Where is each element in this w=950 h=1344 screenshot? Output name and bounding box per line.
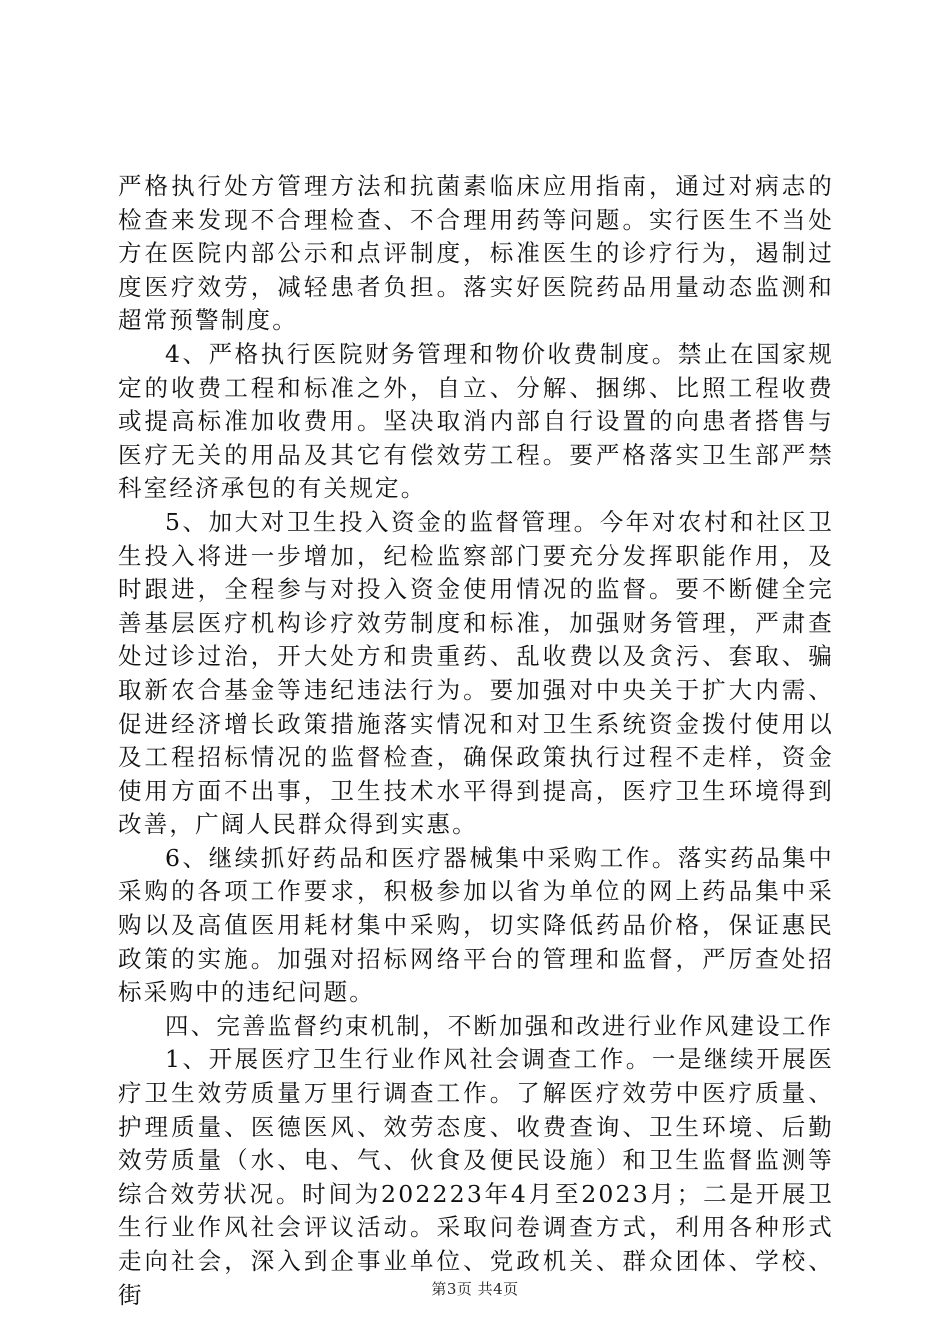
- page-footer: 第3页 共4页: [431, 1280, 519, 1298]
- paragraph-item-6: 6、继续抓好药品和医疗器械集中采购工作。落实药品集中采购的各项工作要求，积极参加以省为单位的网上药品集中采购以及高值医用耗材集中采购，切实降低药品价格，保证惠民政策的实施。加强对招标网络平台的管理和监督，严厉查处招标采购中的违纪问题。: [118, 843, 834, 1007]
- paragraph-continuation: 严格执行处方管理方法和抗菌素临床应用指南，通过对病志的检查来发现不合理检查、不合理用药等问题。实行医生不当处方在医院内部公示和点评制度，标准医生的诊疗行为，遏制过度医疗效劳，减轻患者负担。落实好医院药品用量动态监测和超常预警制度。: [118, 172, 834, 335]
- paragraph-item-5: 5、加大对卫生投入资金的监督管理。今年对农村和社区卫生投入将进一步增加，纪检监察部门要充分发挥职能作用，及时跟进，全程参与对投入资金使用情况的监督。要不断健全完善基层医疗机构诊疗效劳制度和标准，加强财务管理，严肃查处过诊过治，开大处方和贵重药、乱收费以及贪污、套取、骗取新农合基金等违纪违法行为。要加强对中央关于扩大内需、促进经济增长政策措施落实情况和对卫生系统资金拨付使用以及工程招标情况的监督检查，确保政策执行过程不走样，资金使用方面不出事，卫生技术水平得到提高，医疗卫生环境得到改善，广阔人民群众得到实惠。: [118, 507, 834, 839]
- paragraph-item-4: 4、严格执行医院财务管理和物价收费制度。禁止在国家规定的收费工程和标准之外，自立、分解、捆绑、比照工程收费或提高标准加收费用。坚决取消内部自行设置的向患者搭售与医疗无关的用品及其它有偿效劳工程。要严格落实卫生部严禁科室经济承包的有关规定。: [118, 339, 834, 503]
- paragraph-section-4-item-1: 1、开展医疗卫生行业作风社会调查工作。一是继续开展医疗卫生效劳质量万里行调查工作。了解医疗效劳中医疗质量、护理质量、医德医风、效劳态度、收费查询、卫生环境、后勤效劳质量（水、电、气、伙食及便民设施）和卫生监督监测等综合效劳状况。时间为202223年4月至2023月；二是开展卫生行业作风社会评议活动。采取问卷调查方式，利用各种形式走向社会，深入到企事业单位、党政机关、群众团体、学校、街: [118, 1045, 834, 1309]
- section-heading-4: 四、完善监督约束机制，不断加强和改进行业作风建设工作: [165, 1011, 834, 1040]
- body-text: [118, 170, 834, 1312]
